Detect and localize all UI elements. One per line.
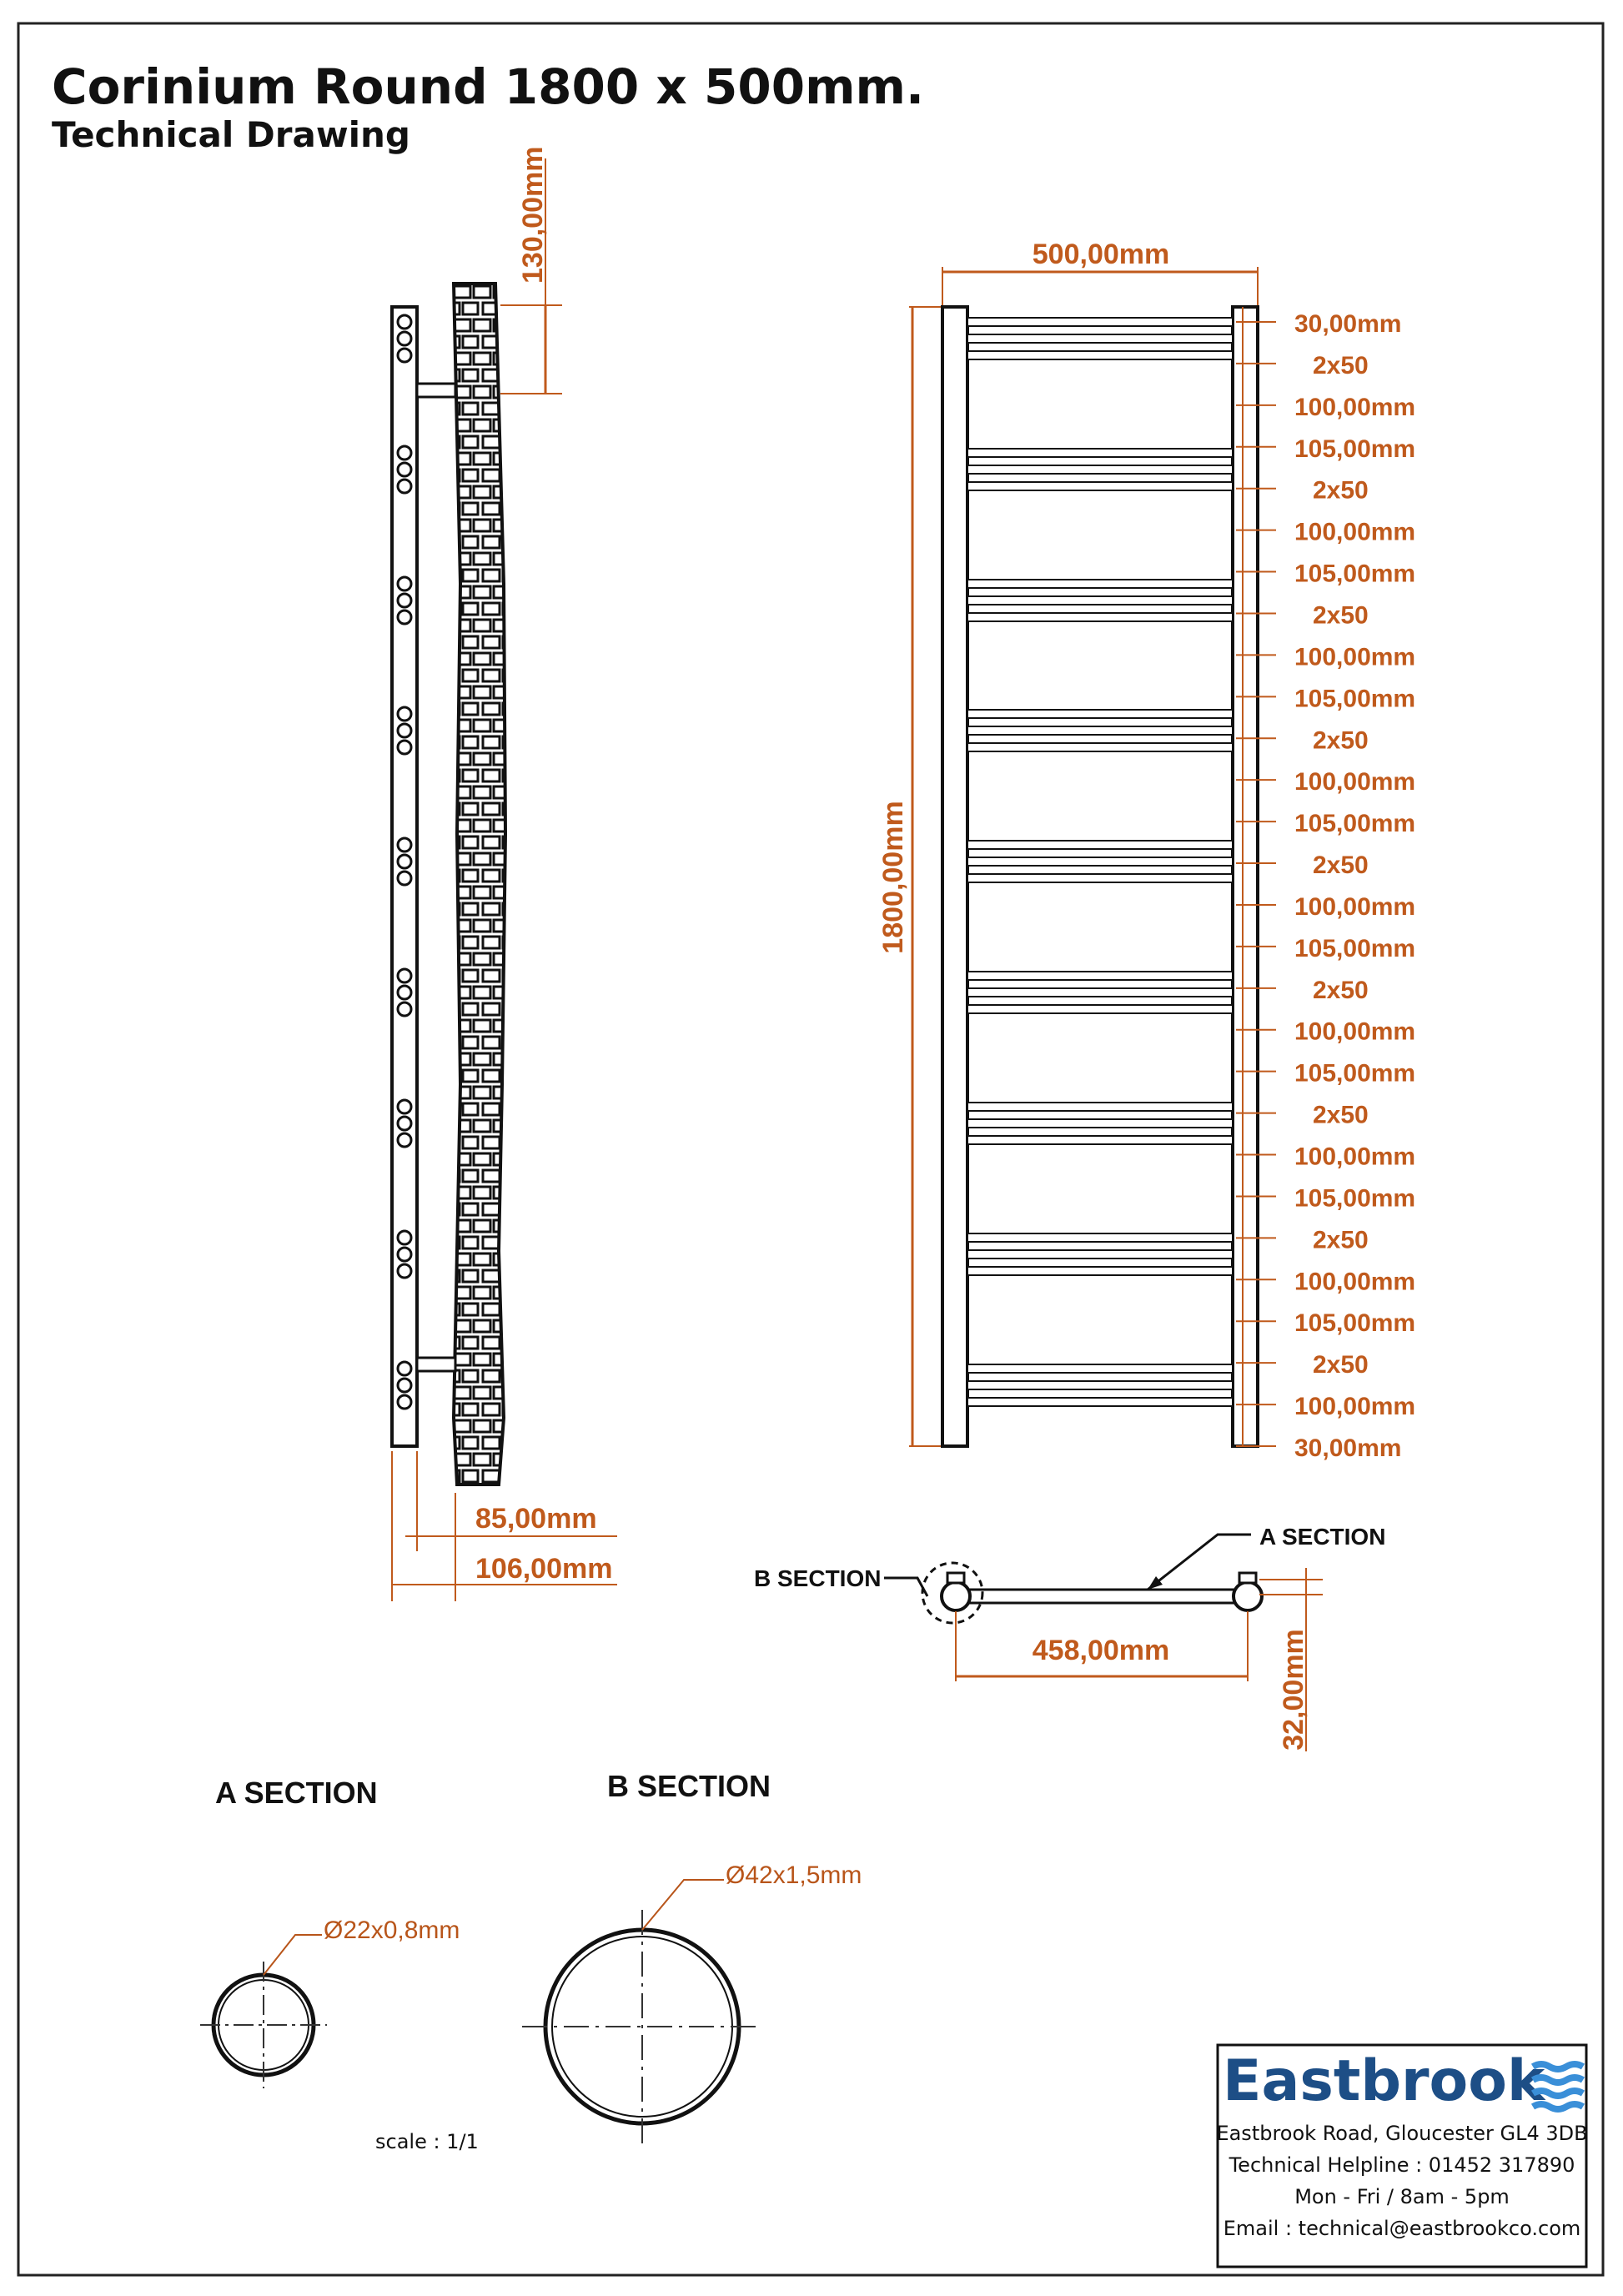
bar-end-marker bbox=[398, 741, 411, 754]
left-upright bbox=[942, 307, 967, 1446]
bar-end-marker bbox=[398, 1117, 411, 1130]
contact-email: Email : technical@eastbrookco.com bbox=[1223, 2217, 1581, 2240]
b-section-title: B SECTION bbox=[607, 1769, 771, 1803]
towel-bar bbox=[967, 874, 1233, 882]
bar-end-marker bbox=[398, 594, 411, 607]
bar-end-marker bbox=[398, 724, 411, 737]
side-view bbox=[392, 147, 617, 1601]
bar-spacing-label: 105,00mm bbox=[1294, 560, 1416, 588]
bar-end-marker bbox=[398, 1395, 411, 1409]
towel-bar bbox=[967, 710, 1233, 718]
bar-spacing-label: 2x50 bbox=[1313, 726, 1369, 755]
company-info-box bbox=[1216, 2045, 1587, 2267]
brand-logo: Eastbrook bbox=[1223, 2048, 1545, 2114]
towel-bar bbox=[967, 334, 1233, 343]
bar-spacing-label: 100,00mm bbox=[1294, 892, 1416, 921]
bar-end-marker bbox=[398, 463, 411, 476]
bar-spacing-label: 100,00mm bbox=[1294, 1143, 1416, 1171]
bar-end-marker bbox=[398, 1379, 411, 1392]
towel-bar bbox=[967, 1136, 1233, 1144]
bar-spacing-label: 105,00mm bbox=[1294, 1059, 1416, 1088]
a-section-title: A SECTION bbox=[215, 1776, 378, 1810]
bar-spacing-label: 2x50 bbox=[1313, 976, 1369, 1004]
scale-note: scale : 1/1 bbox=[375, 2130, 479, 2153]
depth-85-dim: 85,00mm bbox=[475, 1503, 597, 1535]
bar-end-marker bbox=[398, 332, 411, 345]
a-section-spec: Ø22x0,8mm bbox=[324, 1917, 460, 1944]
a-section-callout: A SECTION bbox=[1259, 1524, 1386, 1550]
bar-end-marker bbox=[398, 1133, 411, 1147]
bar-spacing-label: 100,00mm bbox=[1294, 1393, 1416, 1421]
bar-end-marker bbox=[398, 986, 411, 999]
bar-spacing-label: 105,00mm bbox=[1294, 685, 1416, 713]
bar-spacing-label: 2x50 bbox=[1313, 601, 1369, 630]
bar-end-marker bbox=[398, 446, 411, 460]
towel-bar bbox=[967, 580, 1233, 588]
bar-spacing-label: 105,00mm bbox=[1294, 1309, 1416, 1338]
towel-bar bbox=[967, 449, 1233, 457]
bar-spacing-label: 105,00mm bbox=[1294, 810, 1416, 838]
towel-bar bbox=[967, 613, 1233, 621]
bar-spacing-label: 100,00mm bbox=[1294, 393, 1416, 421]
height-dim: 1800,00mm bbox=[877, 801, 909, 954]
towel-bar bbox=[967, 1267, 1233, 1275]
bar-spacing-label: 2x50 bbox=[1313, 1226, 1369, 1254]
technical-helpline: Technical Helpline : 01452 317890 bbox=[1229, 2153, 1575, 2177]
horizontal-bars bbox=[967, 318, 1233, 1406]
opening-hours: Mon - Fri / 8am - 5pm bbox=[1294, 2185, 1510, 2208]
bar-spacing-label: 2x50 bbox=[1313, 1101, 1369, 1129]
bar-end-marker bbox=[398, 577, 411, 590]
bar-spacing-label: 100,00mm bbox=[1294, 643, 1416, 671]
drawing-title: Corinium Round 1800 x 500mm. bbox=[52, 58, 924, 115]
bar-spacing-label: 100,00mm bbox=[1294, 1017, 1416, 1046]
bar-end-marker bbox=[398, 855, 411, 868]
towel-bar bbox=[967, 1005, 1233, 1013]
bar-end-marker bbox=[398, 838, 411, 852]
b-section-spec: Ø42x1,5mm bbox=[726, 1861, 862, 1889]
a-section-detail bbox=[200, 1776, 460, 2088]
bar-end-marker bbox=[398, 610, 411, 624]
bar-end-marker bbox=[398, 1002, 411, 1016]
bar-spacing-label: 105,00mm bbox=[1294, 1184, 1416, 1213]
towel-bar bbox=[967, 857, 1233, 866]
bar-spacing-label: 2x50 bbox=[1313, 351, 1369, 379]
bar-end-marker bbox=[398, 1264, 411, 1278]
bar-end-marker bbox=[398, 480, 411, 493]
b-section-callout: B SECTION bbox=[754, 1565, 882, 1591]
towel-bar bbox=[967, 841, 1233, 849]
bar-spacing-label: 2x50 bbox=[1313, 476, 1369, 505]
bar-spacing-label: 100,00mm bbox=[1294, 1268, 1416, 1296]
towel-bar bbox=[967, 1364, 1233, 1373]
bar-spacing-label: 105,00mm bbox=[1294, 435, 1416, 463]
top-bracket bbox=[417, 384, 455, 397]
bar-spacing-dims bbox=[1236, 310, 1415, 1462]
top-offset-dim: 130,00mm bbox=[517, 146, 549, 284]
depth-106-dim: 106,00mm bbox=[475, 1553, 613, 1585]
bar-end-marker bbox=[398, 872, 411, 885]
bar-spacing-label: 105,00mm bbox=[1294, 934, 1416, 962]
towel-bar bbox=[967, 1398, 1233, 1406]
towel-bar bbox=[967, 482, 1233, 490]
towel-bar bbox=[967, 318, 1233, 326]
towel-bar bbox=[967, 465, 1233, 474]
towel-bar bbox=[967, 988, 1233, 997]
bar-end-marker bbox=[398, 969, 411, 982]
bar-spacing-label: 30,00mm bbox=[1294, 310, 1402, 338]
bar-spacing-label: 2x50 bbox=[1313, 1351, 1369, 1379]
wall-section bbox=[454, 284, 505, 1485]
towel-bar bbox=[967, 972, 1233, 980]
width-dim: 500,00mm bbox=[1032, 239, 1170, 270]
plan-right-upright bbox=[1234, 1582, 1262, 1610]
plan-view bbox=[754, 1524, 1385, 1751]
towel-bar bbox=[967, 596, 1233, 605]
company-address: Eastbrook Road, Gloucester GL4 3DB bbox=[1216, 2122, 1588, 2145]
bar-spacing-label: 100,00mm bbox=[1294, 768, 1416, 796]
bar-end-marker bbox=[398, 707, 411, 721]
bar-end-marker bbox=[398, 349, 411, 362]
bar-end-marker bbox=[398, 1100, 411, 1113]
plan-left-upright bbox=[942, 1582, 970, 1610]
towel-bar bbox=[967, 1381, 1233, 1389]
bar-spacing-label: 30,00mm bbox=[1294, 1434, 1402, 1462]
towel-bar bbox=[967, 1119, 1233, 1128]
bar-end-marker bbox=[398, 1362, 411, 1375]
bar-end-marker bbox=[398, 315, 411, 329]
bar-end-marker bbox=[398, 1248, 411, 1261]
towel-bar bbox=[967, 1233, 1233, 1242]
towel-bar bbox=[967, 726, 1233, 735]
towel-bar bbox=[967, 1103, 1233, 1111]
towel-bar bbox=[967, 1250, 1233, 1259]
bar-spacing-label: 100,00mm bbox=[1294, 518, 1416, 546]
b-section-detail bbox=[522, 1769, 862, 2143]
towel-bar bbox=[967, 351, 1233, 359]
drawing-subtitle: Technical Drawing bbox=[52, 114, 410, 155]
bar-spacing-label: 2x50 bbox=[1313, 852, 1369, 880]
bar-end-marker bbox=[398, 1231, 411, 1244]
projection-dim: 32,00mm bbox=[1278, 1629, 1309, 1751]
centers-dim: 458,00mm bbox=[1032, 1635, 1170, 1666]
right-upright bbox=[1233, 307, 1258, 1446]
front-view bbox=[877, 239, 1415, 1462]
bottom-bracket bbox=[417, 1358, 455, 1371]
towel-bar bbox=[967, 743, 1233, 751]
